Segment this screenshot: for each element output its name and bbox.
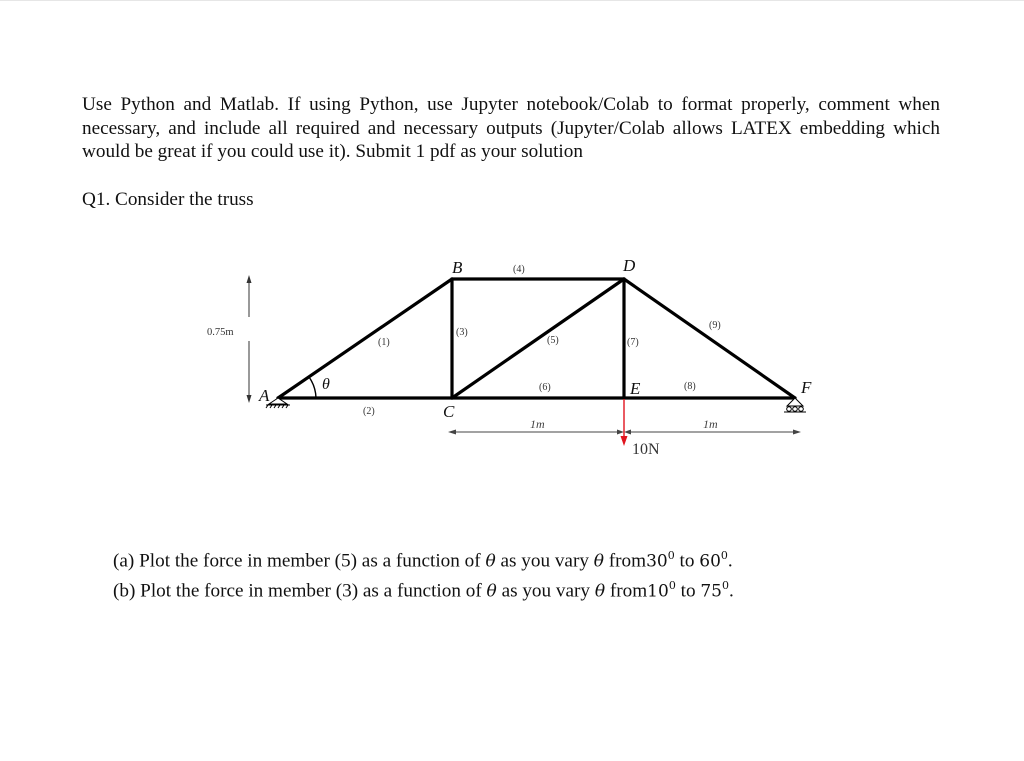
part-a-to: to — [679, 550, 695, 572]
question-parts — [113, 544, 734, 604]
node-b-label: B — [452, 258, 463, 277]
load-label: 10N — [632, 441, 660, 458]
part-a-theta-2: θ — [593, 551, 604, 572]
part-a-text: (a) Plot the force in member (5) as a function of — [113, 550, 481, 572]
part-a-period: . — [727, 550, 733, 572]
node-e-label: E — [630, 379, 641, 398]
node-f-label: F — [801, 378, 812, 397]
part-a-theta: θ — [485, 551, 496, 572]
part-b-to: to — [680, 580, 696, 602]
member-label-6: (6) — [539, 382, 551, 393]
span-right-label: 1m — [703, 417, 718, 431]
member-5-line — [452, 279, 624, 398]
instructions-paragraph: Use Python and Matlab. If using Python, use Jupyter notebook/Colab to format properly, comment when necessary, and include all required and necessary outputs (Jupyter/Colab allows LATEX embedding which would be great if you could use it). Submit 1 pdf as your solution — [82, 94, 940, 162]
part-b-start-value: 10 — [647, 581, 669, 602]
node-a-label: A — [259, 386, 270, 405]
part-b-end-value: 75 — [700, 581, 722, 602]
member-1-line — [278, 279, 452, 398]
roller-support-icon — [784, 398, 806, 412]
load-arrow-icon — [621, 399, 628, 446]
part-b-end-degree: 0 — [721, 578, 729, 592]
member-label-7: (7) — [627, 337, 639, 348]
part-a — [113, 544, 734, 574]
member-label-1: (1) — [378, 337, 390, 348]
part-b — [113, 574, 734, 604]
height-dimension — [247, 275, 252, 403]
node-d-label: D — [623, 256, 636, 275]
part-b-from: from — [609, 580, 648, 602]
member-label-5: (5) — [547, 335, 559, 346]
angle-arc — [309, 377, 316, 398]
part-b-theta-2: θ — [594, 581, 606, 602]
member-label-4: (4) — [513, 264, 525, 275]
member-label-2: (2) — [363, 406, 375, 417]
part-a-mid: as you vary — [500, 550, 589, 572]
part-a-end-degree: 0 — [720, 549, 728, 562]
part-b-mid: as you vary — [501, 580, 591, 602]
angle-label: θ — [322, 376, 330, 393]
part-b-start-degree: 0 — [668, 578, 676, 592]
part-b-text: (b) Plot the force in member (3) as a function of — [113, 580, 482, 602]
member-9-line — [624, 279, 795, 398]
part-a-start-value: 30 — [646, 551, 668, 572]
height-label: 0.75m — [207, 327, 234, 338]
question-heading: Q1. Consider the truss — [82, 189, 254, 210]
part-a-end-value: 60 — [699, 551, 721, 572]
part-a-start-degree: 0 — [667, 549, 675, 562]
member-label-3: (3) — [456, 327, 468, 338]
member-label-8: (8) — [684, 381, 696, 392]
part-b-theta: θ — [486, 581, 497, 602]
part-b-period: . — [728, 580, 734, 602]
member-label-9: (9) — [709, 320, 721, 331]
span-left-label: 1m — [530, 417, 545, 431]
node-c-label: C — [443, 402, 455, 421]
part-a-from: from — [608, 550, 647, 572]
